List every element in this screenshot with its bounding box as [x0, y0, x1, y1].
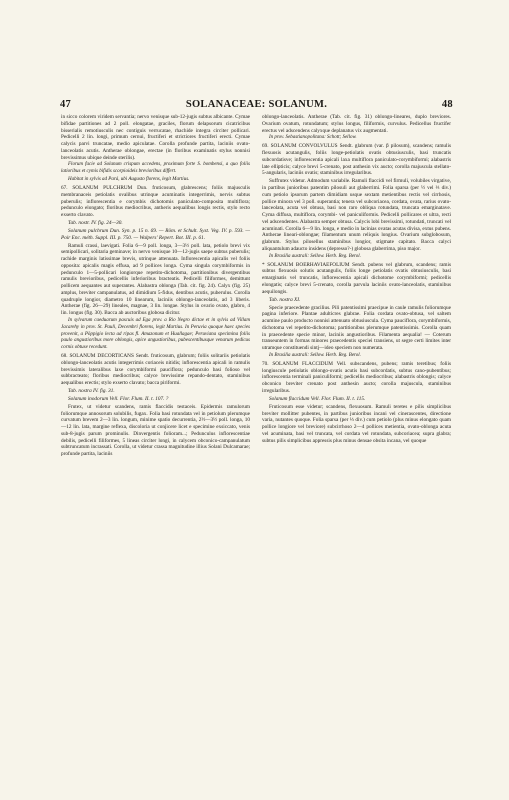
paragraph: In prov. Sebastianopolitana: Schott; Sellow.	[269, 135, 357, 141]
page-number-left: 47	[60, 99, 72, 110]
paragraph: Fruticosum esse videtur; scandens, flexuosum. Ramuli teretes e pilis simplicibus breviter mollitter pubentes, in partibus junioribus incani vel cinerascentes, directione varia, nutantes quoque. Folia sparsa (per ⅓ div.) cum petiolo (plus minus elongato quam pollice longiore vel breviore) subcirrhoso 2—4 pollices metientia, ovato-oblonga acuta vel acuminata, basi vel truncata, vel cordata vel rotundata, subcoriacea; supra glabra; subtus pilis simplicibus appressis plus minus densae obsita incana, vel quoque	[262, 403, 451, 444]
paragraph: 69. SOLANUM CONVOLVULUS Sendt. glabrum (var. β pilosum), scandens; ramulis flexuosis acutangulis, foliis longe-petiolatis ovatis obtusiusculis, basi truncatis subcordatisve; inflorescentia apicali laxa multiflora paniculato-corymbiformi; alabastris late ellipticis; calyce brevi 5-crenato, post anthesin vix aucto; corolla majuscula stellato-5-angularis, laciniis ovatis; staminibus irregularibus.	[262, 143, 451, 177]
paragraph: In sylvarum caeduarum pascuis ad Ega prov. a Rio Negro dictae et in sylvis ad Villam Jacarehy in prov. St. Pauli, Decembri florens, legit Martius. In Peruvia quoque haec species provenit, a Pöppigio lecta ad ripas fl. Amazonum et Huallagae; Peruviana specimina foliis paulo angustioribus more oblongis, apice angustioribus, pubescentibusque venarum pedicus cornis obtuse recedunt.	[61, 318, 250, 351]
paragraph: Habitat in sylvis ad Pará, ubi Augusto florens, legit Martius.	[68, 177, 190, 183]
paragraph: Tab. nostra XI.	[269, 296, 301, 303]
paragraph: Florum facie ad Solanum crispum accedens, proximum forte S. bombensi, a quo foliis latioribus et cymis bifidis scorpioideis brevioribus differt.	[61, 162, 250, 175]
paragraph: 70. SOLANUM FLACCIDUM Vell. subscandens, pubens; ramis teretibus; foliis longiuscule petiolatis oblongo-ovatis acutis basi subcordatis, subtus cano-pubentibus; inflorescentia terminali paniculiformi; pedicellis mediocribus; alabastris oblongis; calyce obconico breviter crenato post anthesin aucto; corolla majuscula, staminibus irregularibus.	[262, 360, 451, 394]
page-header	[60, 99, 453, 110]
text-columns	[61, 114, 451, 722]
paragraph: In Brasilia australi: Sellow. Herb. Reg. Berol.	[269, 353, 361, 358]
paragraph: Suffrutex videtur. Admodum variabile. Ramuli flaccidi vel firmuli, volubiles virgative, in partibus junioribus patentim pilosuli aut glaberrimi. Folia sparsa (per ½ vel ⅓ div.) cum petiolo ipsorum partem dimidiam usque sextam metientibus rectis vel cirrhosis, pollice minora vel 3 poll. superantia; tenera vel subcoriacea, cordata, ovata, rarius ovato-lanceolata, acuta vel obtusa, basi non raro obliqua rotundata, truncata emarginatave. Cyma diffusa, multiflora, corymbi- vel paniculiformis. Pedicelli pollicares et ultra, recti vel adscendentes. Alabastra semper obtusa. Calycis lobi brevissimi, rotundati, truncati vel acuminati. Corolla 6—9 lin. longa, e medio in lacinias ovatas acutas divisa, extus pubens. Antherae lineari-oblongae; filamentum unum reliquis longius. Ovarium subglobosum, glabrum. Stylus pilosellus staminibus longior, stigmate capitato. Bacca calyci aliquantulum adaucto insidens (depresso?-) globosa glaberrima, piso major.	[262, 178, 451, 252]
paragraph: Solanum flaccidum Vell. Flor. Flum. II. t. 115.	[269, 395, 366, 402]
paragraph: 67. SOLANUM PULCHRUM Dun. fruticosum, glabrescens; foliis majusculis membranaceis petiolatis ovalibus utrinque acuminatis integerrimis, nervis subtus puberulis; inflorescentia e corymbis dichotomis paniculato-composita multiflora; pedunculo elongato; floribus mediocribus, antheris aequalibus longis rectis, stylo recto exserto clavato.	[61, 185, 250, 219]
paragraph: Specie praecedente gracilius. Pili patentissimi praecipue in caule ramulis foliorumque pagina inferiore. Plantae adulticres glabrae. Folia cordata ovato-obtusa, vel saltem acumine paulo producto nonnisi attenuato obtusiuscula. Cyma pauciflora, corymbiformis, dichotoma vel repetito-dichotoma; partitionibus plerumque patentissimis. Corolla quam in praecedente specie minor, laciniis angustioribus. Filamenta aequalia! — Coterum transeuntem in formas minores praecedentis speciei transiens, ut segre certi limites inter utramque constituendi sintj—ideo speciem non numerata.	[262, 304, 451, 352]
paragraph: in sicco colorem viridem servantia; nervo venisque sub-12-jugis subtus albicante. Cymae bifidae partitiones ad 2 poll. elongatae, graciles, florum delapsorum cicatricibus bisserialis remotiusculis nec contiguis verrucatae, rhachide integra circiter pollicari. Pedicelli 2 lin. longi, primum cernui, fructiferi et strictiores fructiferi erecti. Cymae calycis parvi truncatae, medio apiculatae. Corolla profunde partita, laciniis ovato-lanceolatis acutis. Antherae oblongae, erectae (in floribus examinatis stylus nonnisi brevissimus ubique deinde sterilis).	[61, 114, 250, 161]
paragraph: Tab. nostr. IV. fig. 24—30.	[68, 220, 123, 226]
paragraph: oblongo-lanceolatis. Antherae (Tab. cit. fig. 31) oblongo-lineares, duplo breviores. Ovarium ovatum, rotundatum; stylus longus, filiformis, curvulus. Pedicellus fructifer erectus vel adscendens calyxque deplanatus vix augmentati.	[262, 114, 451, 134]
paragraph: Ramuli crassi, laevigati. Folia 6—9 poll. longa, 3—3½ poll. lata, petiolo brevi vix semipollicari, solitaria geminave; in nervo venisque 10—12-jugis saepe subtus puberulis; rachide marginis latissimae brevis, utrinque attenuata. Inflorescentia apicalis vel foliis opposita: apicalis magis effusa, ad 9 pollices longa. Cyma singula corymbiformis in pedunculo 1—5-pollicari longiorque repetito-dichotoma, partitionibus divergentibus ramulis brevioribus, pedicellis inferioribus bracteatis. Pedicelli filiformes, demittunt pollicem aequantes aut superantes. Alabastra oblonga (Tab. cit. fig. 24). Calyx (fig. 25) amplus, breviter campanulatus, ad dimidium 5-fidus, dentibus acutis, puberulus. Corolla quadruple longior, diametro 10 linearum, laciniis oblongo-lanceolatis, ad 3 liberis. Antherae (fig. 26—29) lineales, magnae, 3 lin. longae. Stylus in ovario ovato, glabro, 4 lin. longus (fig. 30). Bacca ab auctoribus globosa dicitur.	[61, 242, 250, 317]
paragraph: Solanum pulchrum Dun. Syn. p. 15 n. 69. — Röm. et Schult. Syst. Veg. IV. p. 593. — Poir Enc. méth. Suppl. III. p. 750. — Walpers' Repert. Bot. III. p. 61.	[61, 227, 250, 241]
paragraph: Solanum inodorum Vell. Flor. Flum. II. t. 107. ?	[68, 395, 169, 402]
paragraph: In Brasilia australi: Sellow. Herb. Reg. Berol.	[269, 253, 361, 259]
paragraph: Frutex, ut videtur scandens, ramis flaccidis testaceis. Epidermis ramulorum foliorumque annosorum solubilis, fugax. Folia basi rotundata vel in petiolum plerumque curvatum brevem 2—3 lin. longum, minime spatio decurrentia, 2½—3½ poll. longa, 10—12 lin. lata, margine reflexa, discoloria ut conjicere licet e specimine exsiccato, venis sub-8-jugis parum prominulis. Dinvergentis folioram...; Pedunculus inflorescentiae debilis, pedicelli filiformes, 5 lineas circiter longi, in calycem obconico-campanulatum subtruncatum incrassati. Corolla, ut videtur crassa magnitudine illius Solani Dulcamarae; profunde partita, laciniis	[61, 403, 250, 458]
running-title: SOLANACEAE: SOLANUM.	[185, 99, 328, 110]
paragraph: 68. SOLANUM DECORTICANS Sendt. fruticosum, glabrum; foliis solitariis petiolatis oblongo-lanceolatis acutis integerrimis coriaceis nitidis; inflorescentia apicali in ramulis brevissimis lateralibus laxe corymbiformi pauciflora; pedunculo basi folioso vel subbracteato; floribus mediocribus; calyce brevissime repando-dentato, staminibus aequalibus erectis; stylo exserto clavato; bacca piriformi.	[61, 353, 250, 386]
right-column	[262, 114, 451, 722]
page-number-right: 48	[441, 99, 453, 110]
left-column	[61, 114, 250, 722]
paragraph: Tab. nostra IV. fig. 31.	[68, 387, 115, 394]
paragraph: * SOLANUM BOERHAVIAEFOLIUM Sendt. pubens vel glabrum, scandens; ramis subtus flexuosis solutis acutangulis, foliis longe petiolatis ovatis obtusiusculis, basi emarginatis vel truncatis, inflorescentia apicali dichotome corymbiformi; pedicellis elongatis; calyce brevi 5-crenato, corolla parvula laciniis ovato-lanceolatis, staminibus aequilongis.	[262, 261, 451, 295]
